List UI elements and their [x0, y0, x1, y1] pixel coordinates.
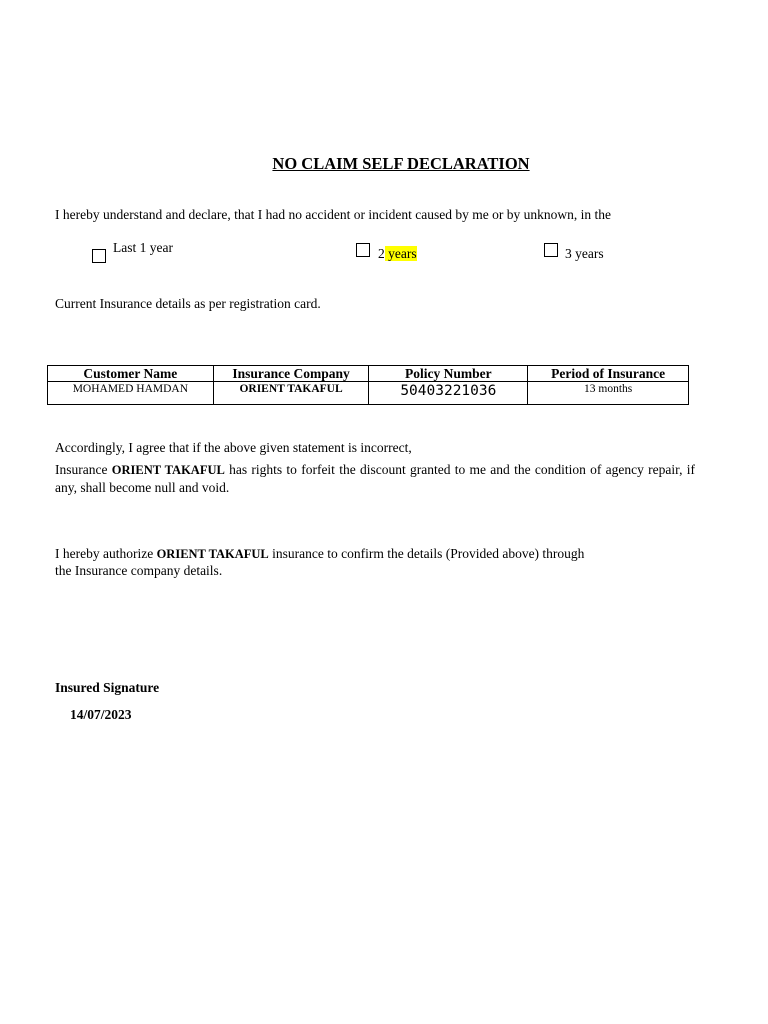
signature-label: Insured Signature	[55, 680, 160, 695]
authorize-line-2: the Insurance company details.	[55, 563, 223, 578]
document-title: NO CLAIM SELF DECLARATION	[272, 154, 530, 173]
option-label-2-highlight: years	[384, 246, 417, 261]
authorize-company: ORIENT TAKAFUL	[156, 547, 269, 561]
declaration-date: 14/07/2023	[70, 707, 132, 722]
table-row	[48, 382, 689, 405]
header-period-of-insurance: Period of Insurance	[528, 366, 689, 382]
declaration-intro: I hereby understand and declare, that I had no accident or incident caused by me or by unknown, in the	[55, 207, 611, 222]
checkbox-3-years[interactable]	[544, 243, 558, 257]
agreement-pre: Insurance	[55, 462, 112, 477]
header-insurance-company: Insurance Company	[213, 366, 369, 382]
authorize-line-1	[55, 545, 715, 563]
option-label-last-1-year: Last 1 year	[113, 240, 173, 255]
agreement-company: ORIENT TAKAFUL	[111, 463, 225, 477]
header-policy-number: Policy Number	[369, 366, 528, 382]
option-label-3-years: 3 years	[565, 246, 604, 261]
authorize-pre: I hereby authorize	[55, 546, 157, 561]
checkbox-2-years[interactable]	[356, 243, 370, 257]
registration-note: Current Insurance details as per registration card.	[55, 296, 321, 311]
authorize-post: insurance to confirm the details (Provided above) through	[268, 546, 585, 561]
option-label-2-prefix: 2	[378, 246, 385, 261]
agreement-line-1: Accordingly, I agree that if the above given statement is incorrect,	[55, 440, 412, 455]
agreement-paragraph	[55, 461, 695, 497]
cell-period-of-insurance: 13 months	[528, 382, 689, 405]
agreement-post: has rights to forfeit the discount granted to me and the condition of agency repair, if any, shall become null and void.	[55, 462, 695, 495]
cell-customer-name: MOHAMED HAMDAN	[48, 382, 214, 405]
insurance-details-table	[47, 365, 689, 405]
option-label-2-years	[378, 245, 417, 263]
cell-insurance-company: ORIENT TAKAFUL	[213, 382, 369, 405]
table-header-row	[48, 366, 689, 382]
cell-policy-number: 50403221036	[369, 382, 528, 405]
checkbox-last-1-year[interactable]	[92, 249, 106, 263]
header-customer-name: Customer Name	[48, 366, 214, 382]
